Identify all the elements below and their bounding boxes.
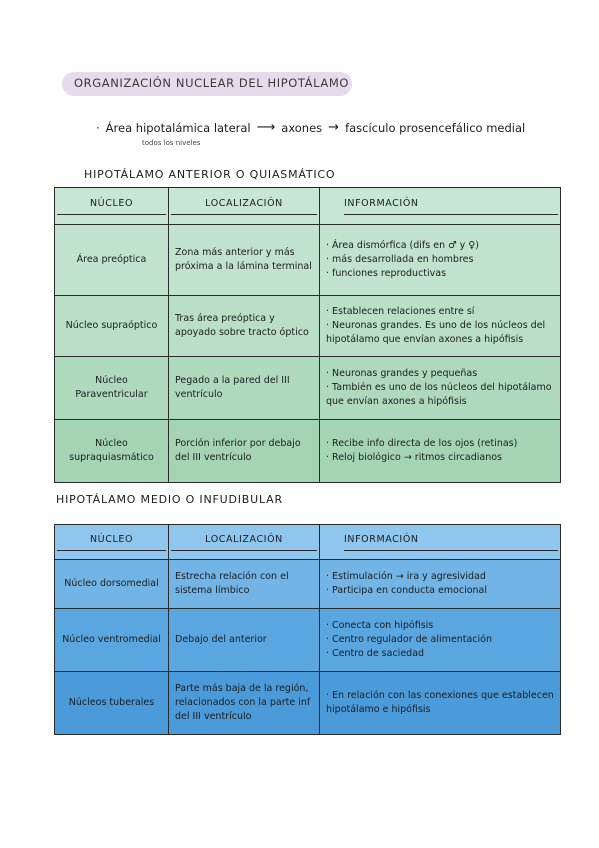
info-cell <box>320 296 561 357</box>
nucleo-cell: Núcleo supraóptico <box>55 296 169 357</box>
header-nucleo: NÚCLEO <box>55 188 169 225</box>
info-line: · Estimulación → ira y agresividad <box>326 571 486 583</box>
intro-part1: Área hipotalámica lateral <box>105 120 251 135</box>
nucleo-cell: Núcleo supraquiasmático <box>55 420 169 483</box>
info-line: · Participa en conducta emocional <box>326 585 488 596</box>
info-line: · También es uno de los núcleos del hipotálamo que envían axones a hipófisis <box>326 382 552 407</box>
table-row <box>55 672 561 735</box>
table-header <box>55 188 561 225</box>
header-informacion: INFORMACIÓN <box>320 188 561 225</box>
localizacion-cell: Parte más baja de la región, relacionados con la parte inf del III ventrículo <box>169 672 320 735</box>
info-line: · Reloj biológico → ritmos circadianos <box>326 452 502 463</box>
medio-table <box>54 524 561 735</box>
info-line: · Neuronas grandes. Es uno de los núcleos del hipotálamo que envían axones a hipófisis <box>326 320 546 345</box>
intro-part2: axones <box>281 120 323 135</box>
info-line: · Centro de saciedad <box>326 647 425 659</box>
info-line: · Área dismórfica (difs en ♂ y ♀) <box>326 240 479 252</box>
localizacion-cell: Debajo del anterior <box>169 609 320 672</box>
arrow-icon: ⟶ <box>256 120 276 135</box>
anterior-table <box>54 187 561 483</box>
bullet: · <box>96 120 100 135</box>
section1-title: HIPOTÁLAMO ANTERIOR O QUIASMÁTICO <box>84 168 336 181</box>
info-cell <box>320 560 561 609</box>
localizacion-cell: Pegado a la pared del III ventrículo <box>169 357 320 420</box>
localizacion-cell: Estrecha relación con el sistema límbico <box>169 560 320 609</box>
header-localizacion: LOCALIZACIÓN <box>169 525 320 560</box>
nucleo-cell: Área preóptica <box>55 225 169 296</box>
info-cell <box>320 609 561 672</box>
table-header <box>55 525 561 560</box>
localizacion-cell: Tras área preóptica y apoyado sobre tracto óptico <box>169 296 320 357</box>
info-line: · Conecta con hipófisis <box>326 620 434 632</box>
header-informacion: INFORMACIÓN <box>320 525 561 560</box>
table-row <box>55 296 561 357</box>
info-cell <box>320 357 561 420</box>
intro-part3: fascículo prosencefálico medial <box>345 120 526 135</box>
info-line: · En relación con las conexiones que establecen hipotálamo e hipófisis <box>326 690 554 715</box>
intro-line <box>96 120 525 135</box>
section2-title: HIPOTÁLAMO MEDIO O INFUDIBULAR <box>56 493 283 506</box>
info-line: · Centro regulador de alimentación <box>326 634 492 646</box>
localizacion-cell: Porción inferior por debajo del III ventrículo <box>169 420 320 483</box>
info-line: · Recibe info directa de los ojos (retinas) <box>326 438 518 450</box>
localizacion-cell: Zona más anterior y más próxima a la lámina terminal <box>169 225 320 296</box>
info-line: · Neuronas grandes y pequeñas <box>326 368 478 380</box>
info-cell <box>320 225 561 296</box>
header-nucleo: NÚCLEO <box>55 525 169 560</box>
page-title: ORGANIZACIÓN NUCLEAR DEL HIPOTÁLAMO <box>74 76 350 90</box>
nucleo-cell: Núcleo ventromedial <box>55 609 169 672</box>
table-row <box>55 560 561 609</box>
arrow-icon: → <box>328 120 340 135</box>
info-line: · más desarrollada en hombres <box>326 254 474 266</box>
info-cell <box>320 420 561 483</box>
table-row <box>55 420 561 483</box>
nucleo-cell: Núcleo Paraventricular <box>55 357 169 420</box>
table-row <box>55 357 561 420</box>
header-localizacion: LOCALIZACIÓN <box>169 188 320 225</box>
table-row <box>55 609 561 672</box>
intro-note: todos los niveles <box>142 139 201 147</box>
nucleo-cell: Núcleos tuberales <box>55 672 169 735</box>
info-line: · funciones reproductivas <box>326 267 447 279</box>
info-cell <box>320 672 561 735</box>
nucleo-cell: Núcleo dorsomedial <box>55 560 169 609</box>
info-line: · Establecen relaciones entre sí <box>326 306 475 318</box>
table-row <box>55 225 561 296</box>
